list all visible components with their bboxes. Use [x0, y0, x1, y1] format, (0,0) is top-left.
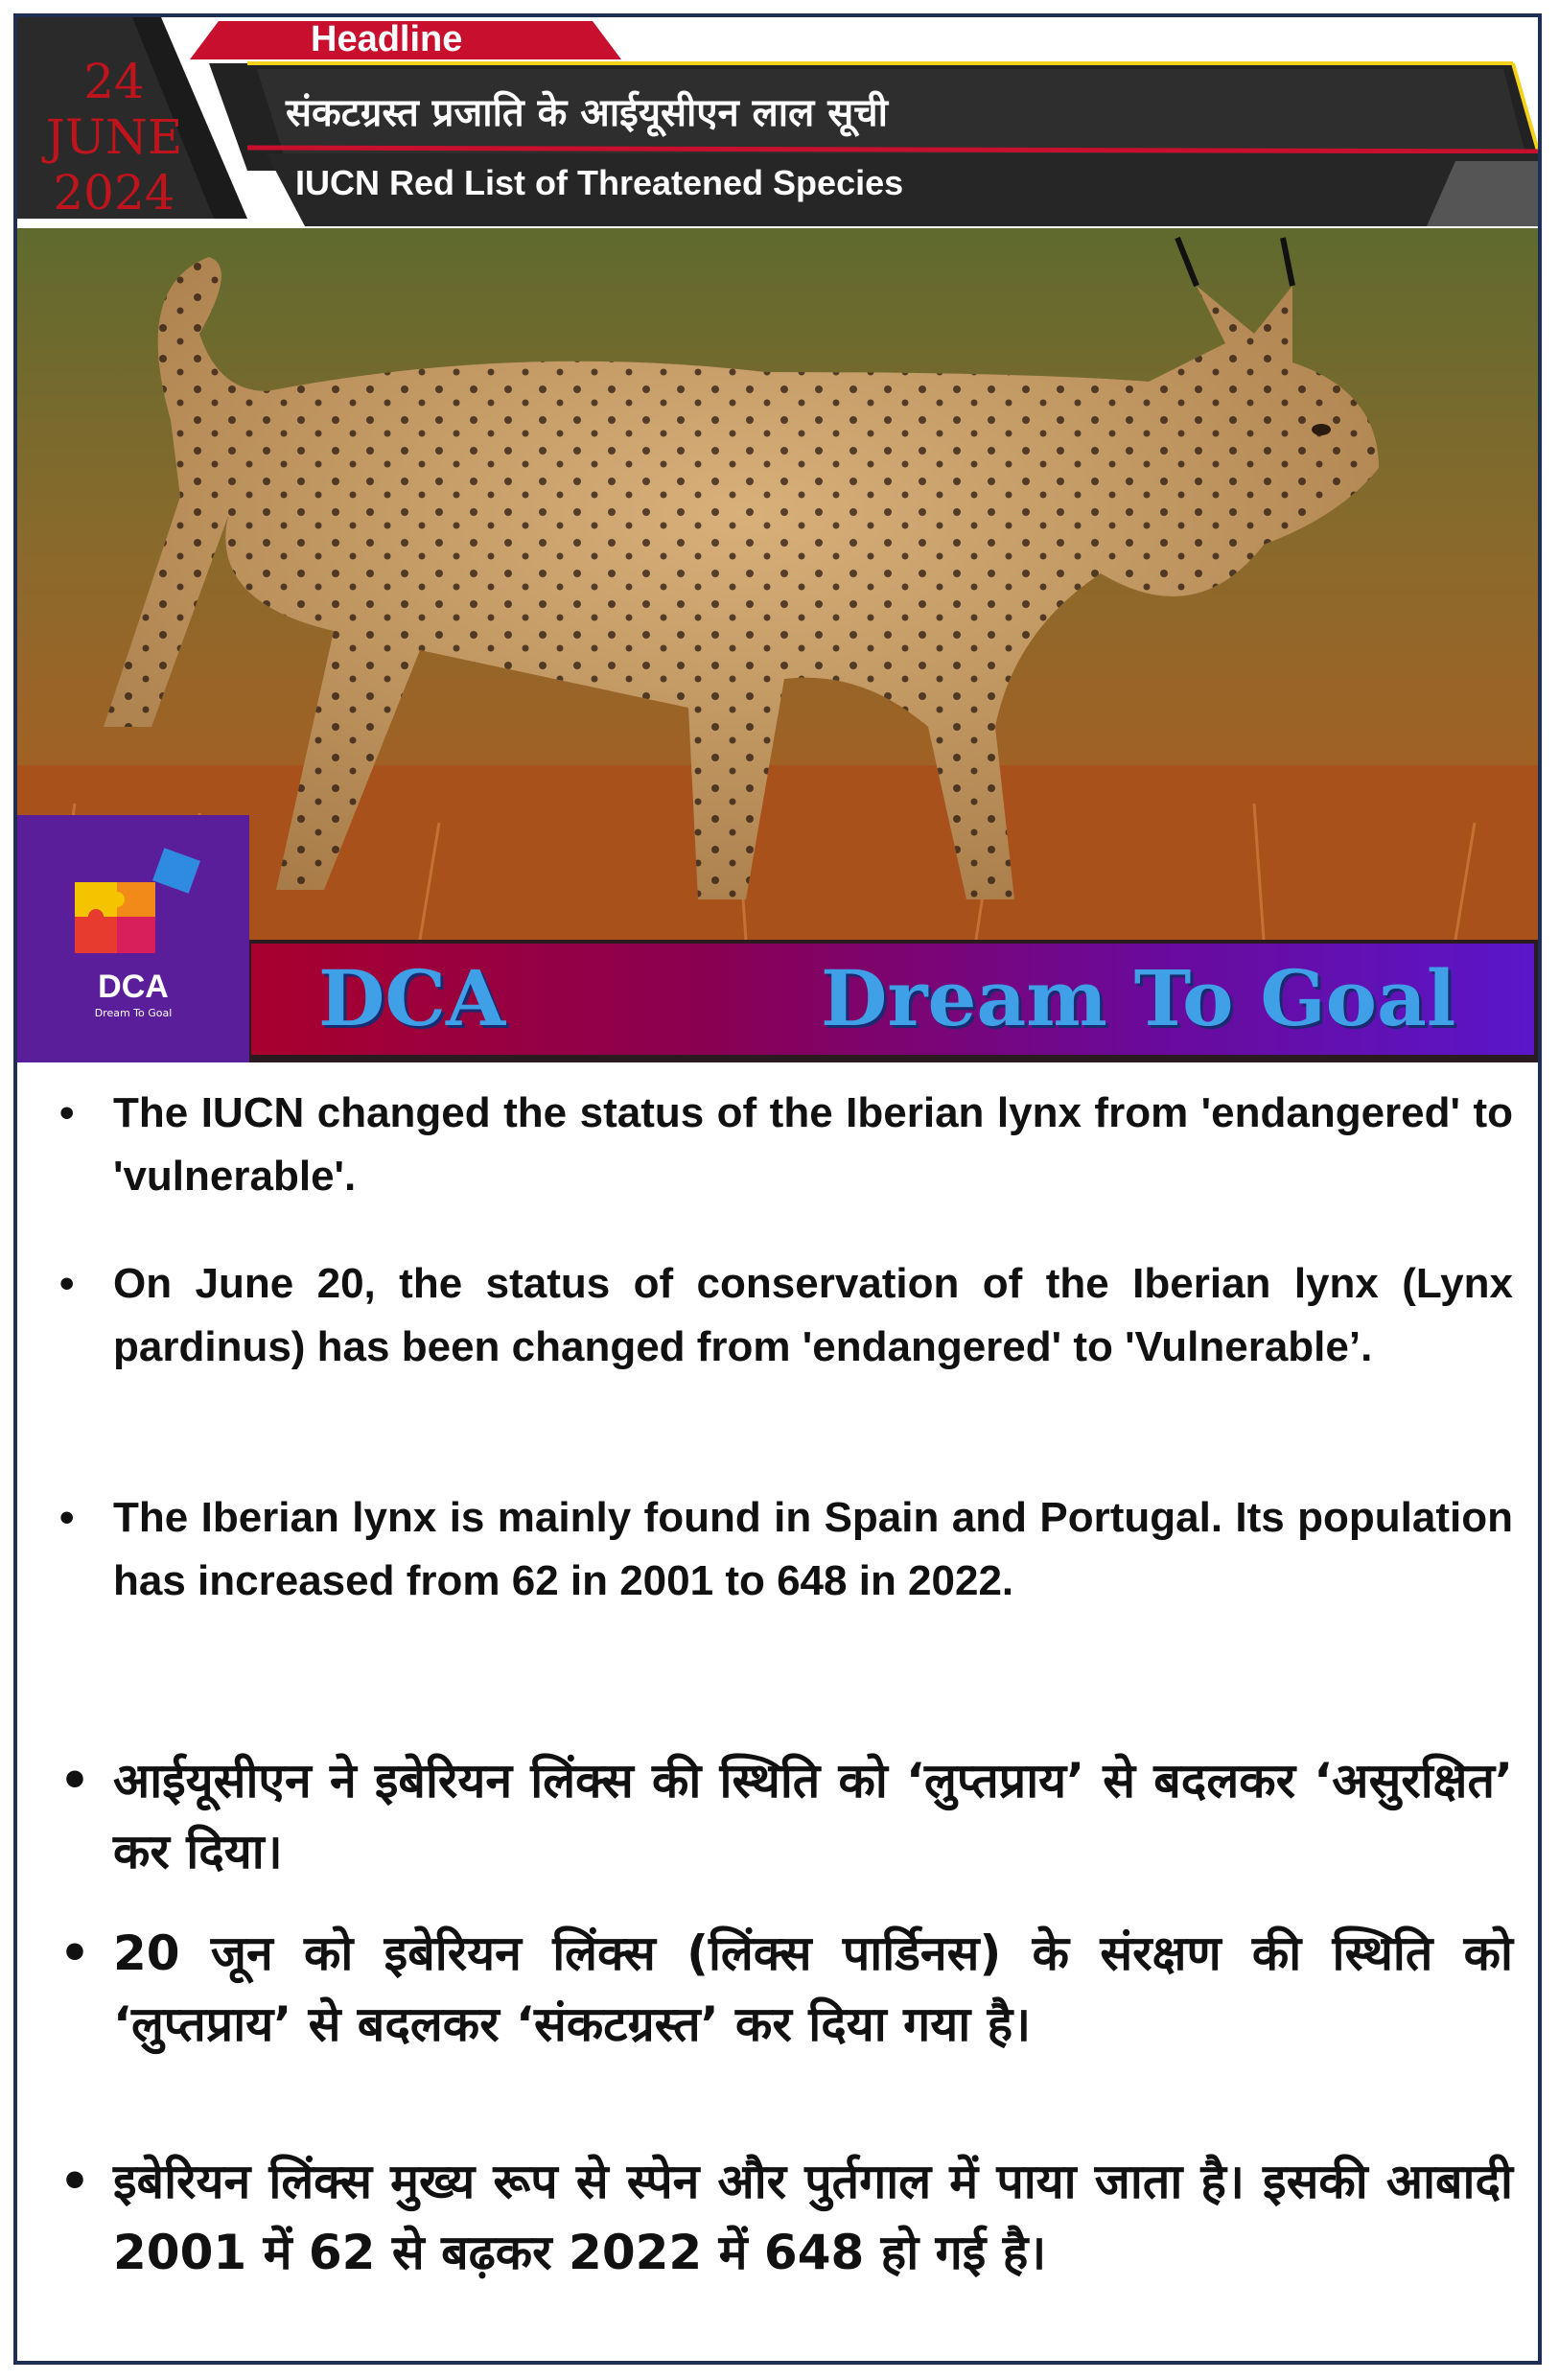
bullet-dot: • [59, 1089, 75, 1136]
page-frame [13, 13, 1542, 2365]
logo-text: DCA [98, 968, 169, 1005]
brand-strip [251, 944, 1534, 1055]
list-item-hi-3 [59, 2146, 1513, 2288]
date-month: JUNE [45, 109, 183, 165]
puzzle-icon [17, 815, 249, 968]
bullet-dot: • [59, 1494, 75, 1541]
date-year: 2024 [53, 165, 175, 221]
brand-dca-text: DCA [318, 953, 506, 1043]
bullet-text: आईयूसीएन ने इबेरियन लिंक्स की स्थिति को ‘लुप्तप्राय’ से बदलकर ‘असुरक्षित’ कर दिया। [113, 1753, 1513, 1879]
bullet-dot: • [59, 1925, 90, 1981]
list-item-en-1 [59, 1082, 1513, 1208]
bullet-text: इबेरियन लिंक्स मुख्य रूप से स्पेन और पुर्तगाल में पाया जाता है। इसकी आबादी 2001 में 62 से बढ़कर 2022 में 648 हो गई है। [113, 2154, 1513, 2280]
bullet-dot: • [59, 2154, 90, 2209]
headline-banner [17, 17, 1538, 226]
bullet-text: The Iberian lynx is mainly found in Spain and Portugal. Its population has increased from 62 in 2001 to 648 in 2022. [113, 1494, 1513, 1604]
bullet-text: 20 जून को इबेरियन लिंक्स (लिंक्स पार्डिनस) के संरक्षण की स्थिति को ‘लुप्तप्राय’ से बदलकर ‘संकटग्रस्त’ कर दिया गया है। [113, 1925, 1513, 2052]
title-hindi: संकटग्रस्त प्रजाति के आईयूसीएन लाल सूची [286, 91, 888, 135]
list-item-en-2 [59, 1252, 1513, 1379]
dca-logo [17, 815, 249, 1062]
brand-slogan-text: Dream To Goal [821, 953, 1456, 1043]
bullet-text: On June 20, the status of conservation of the Iberian lynx (Lynx pardinus) has been changed from 'endangered' to 'Vulnerable’. [113, 1260, 1513, 1370]
date-day: 24 [83, 54, 145, 109]
logo-tagline: Dream To Goal [94, 1007, 173, 1019]
title-english: IUCN Red List of Threatened Species [295, 163, 904, 202]
bullet-text: The IUCN changed the status of the Iberian lynx from 'endangered' to 'vulnerable'. [113, 1089, 1513, 1200]
bullet-dot: • [59, 1753, 90, 1808]
list-item-en-3 [59, 1486, 1513, 1613]
bullet-dot: • [59, 1260, 75, 1307]
list-item-hi-1 [59, 1745, 1513, 1887]
headline-tab: Headline [311, 19, 463, 59]
date-block [23, 54, 205, 221]
list-item-hi-2 [59, 1918, 1513, 2060]
